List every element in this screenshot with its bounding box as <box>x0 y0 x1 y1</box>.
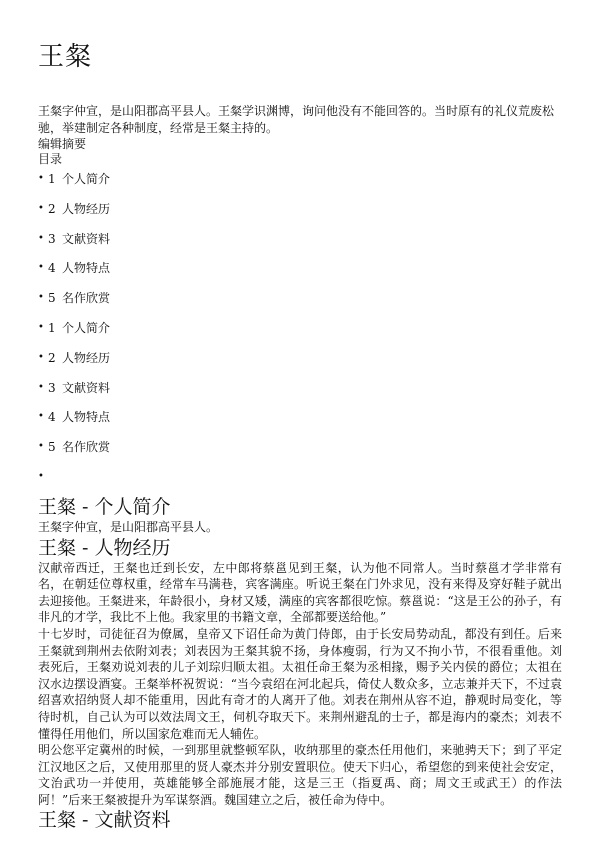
intro-paragraph: 王粲字仲宣，是山阳郡高平县人。王粲学识渊博，询问他没有不能回答的。当时原有的礼仪荒废松驰，举建制定各种制度，经常是王粲主持的。 <box>38 104 555 135</box>
toc-link[interactable]: 人物特点 <box>62 261 111 276</box>
bullet-icon: • <box>38 173 44 184</box>
bullet-icon: • <box>38 381 44 393</box>
toc-link[interactable]: 文献资料 <box>62 231 111 246</box>
toc-link[interactable]: 人物经历 <box>62 201 111 216</box>
empty-bullet-icon: • <box>38 470 44 482</box>
table-of-contents <box>38 171 562 469</box>
toc-link[interactable]: 人物特点 <box>62 410 111 425</box>
toc-item[interactable]: • 4 人物特点 <box>38 410 111 425</box>
toc-item[interactable]: • 2 人物经历 <box>38 201 111 216</box>
toc-link[interactable]: 人物经历 <box>62 350 111 365</box>
section-title-literature: 王粲 - 文献资料 <box>38 809 171 832</box>
bullet-icon: • <box>38 351 44 363</box>
toc-item[interactable]: • 5 名作欣赏 <box>38 291 111 306</box>
toc-item[interactable]: • 1 个人简介 <box>38 172 111 186</box>
experience-paragraph: 十七岁时，司徒征召为僚属，皇帝又下诏任命为黄门侍郎，由于长安局势动乱，都没有到任。后来王粲就到荆州去依附刘表；刘表因为王粲其貌不扬，身体瘦弱，行为又不拘小节，不很看重他。刘表死后，王粲劝说刘表的儿子刘琮归顺太祖。太祖任命王粲为丞相掾，赐予关内侯的爵位；太祖在汉水边摆设酒宴。王粲举杯祝贺说：“当今袁绍在河北起兵，倚仗人数众多，立志兼并天下，不过袁绍喜欢招纳贤人却不能重用，因此有奇才的人离开了他。刘表在荆州从容不迫，静观时局变化，等待时机，自己认为可以效法周文王，伺机夺取天下。来荆州避乱的士子，都是海内的豪杰；刘表不懂得任用他们，所以国家危难而无人辅佐。 <box>38 626 562 741</box>
toc-link[interactable]: 文献资料 <box>62 380 111 395</box>
toc-item[interactable]: • 3 文献资料 <box>38 380 111 395</box>
bullet-icon: • <box>38 292 44 304</box>
toc-link[interactable]: 个人简介 <box>62 320 111 335</box>
toc-item[interactable]: • 3 文献资料 <box>38 231 111 246</box>
toc-link[interactable]: 名作欣赏 <box>62 440 111 455</box>
toc-label: 目录 <box>38 152 63 166</box>
section-title-experience: 王粲 - 人物经历 <box>38 536 171 559</box>
page-title: 王粲 <box>38 42 93 72</box>
edit-summary-link[interactable]: 编辑摘要 <box>38 137 87 151</box>
toc-item[interactable]: • 2 人物经历 <box>38 350 111 365</box>
bullet-icon: • <box>38 441 44 453</box>
bullet-icon: • <box>38 321 44 333</box>
section-title-profile: 王粲 - 个人简介 <box>38 495 171 518</box>
toc-link[interactable]: 名作欣赏 <box>62 291 111 306</box>
experience-paragraph: 明公您平定冀州的时候，一到那里就整顿军队，收纳那里的豪杰任用他们，来驰骋天下；到了平定江汉地区之后，又使用那里的贤人豪杰并分别安置职位。使天下归心，希望您的到来使社会安定，文治武功一并使用，英雄能够全部施展才能，这是三王（指夏禹、商；周文王或武王）的作法阿！”后来王粲被提升为军谋祭酒。魏国建立之后，被任命为侍中。 <box>38 743 562 807</box>
toc-item[interactable]: • 5 名作欣赏 <box>38 440 111 455</box>
bullet-icon: • <box>38 232 44 244</box>
experience-paragraph: 汉献帝西迁，王粲也迁到长安，左中郎将蔡邕见到王粲，认为他不同常人。当时蔡邕才学非常有名，在朝廷位尊权重，经常车马满巷，宾客满座。听说王粲在门外求见，没有来得及穿好鞋子就出去迎接他。王粲进来，年龄很小，身材又矮，满座的宾客都很吃惊。蔡邕说：“这是王公的孙子，有非凡的才学，我比不上他。我家里的书籍文章，全部都要送给他。” <box>38 560 562 625</box>
toc-item[interactable]: • 1 个人简介 <box>38 320 111 335</box>
bullet-icon: • <box>38 202 44 214</box>
toc-item[interactable]: • 4 人物特点 <box>38 261 111 276</box>
profile-paragraph: 王粲字仲宣，是山阳郡高平县人。 <box>38 519 219 534</box>
toc-link[interactable]: 个人简介 <box>62 172 111 186</box>
bullet-icon: • <box>38 262 44 274</box>
bullet-icon: • <box>38 411 44 423</box>
